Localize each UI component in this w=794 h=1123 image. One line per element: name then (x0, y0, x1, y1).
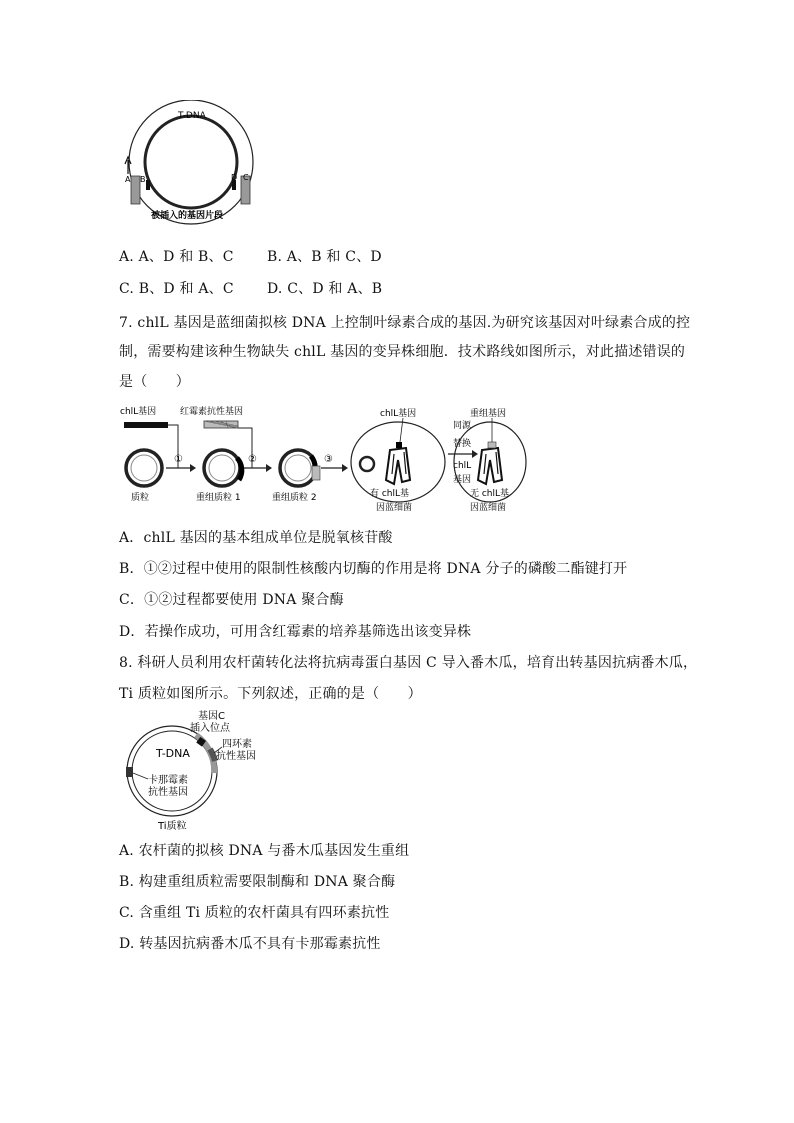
q7-step-3: ③ (324, 454, 333, 465)
q7-ery-gene-label: 红霉素抗性基因 (180, 407, 244, 417)
q7-option-b: B．①②过程中使用的限制性核酸内切酶的作用是将 DNA 分子的磷酸二酯键打开 (119, 561, 628, 577)
q6-plasmid-diagram (118, 100, 264, 228)
q6-inner-ring (145, 116, 237, 208)
q7-arrow-swap-icon (472, 450, 478, 458)
q6-label-d: D (231, 173, 238, 182)
q7-option-d: D．若操作成功，可用含红霉素的培养基筛选出该变异株 (119, 624, 472, 640)
q8-gene-c-label: 基因C (198, 711, 225, 722)
q7-recomb2-label: 重组质粒 2 (272, 493, 317, 503)
q8-option-d: D. 转基因抗病番木瓜不具有卡那霉素抗性 (119, 936, 381, 952)
q7-cell1-name-2: 因蓝细菌 (376, 503, 413, 513)
q7-swap-2: 替换 (453, 439, 472, 449)
q7-recomb1-label: 重组质粒 1 (196, 493, 241, 503)
q7-swap-3: chlL (453, 461, 472, 471)
q8-insert-site-label: 插入位点 (190, 723, 230, 734)
q6-mark-b (146, 180, 150, 190)
q8-stem-line-1: 8. 科研人员利用农杆菌转化法将抗病毒蛋白基因 C 导入番木瓜，培育出转基因抗病番木瓜， (119, 655, 698, 671)
q7-option-c: C．①②过程都要使用 DNA 聚合酶 (119, 592, 344, 608)
q7-step-2: ② (248, 454, 257, 465)
q6-label-a: A (125, 175, 131, 184)
q7-cell2-name-1: 无 chlL基 (470, 489, 510, 499)
q8-kan-mark (126, 767, 133, 777)
q7-arrow-2-icon (266, 464, 272, 472)
q7-option-a: A．chlL 基因的基本组成单位是脱氧核苷酸 (119, 530, 393, 546)
q7-cell2-name-2: 因蓝细菌 (470, 503, 507, 513)
q7-arrow-1-icon (190, 464, 196, 472)
q6-option-b: B. A、B 和 C、D (267, 249, 382, 265)
q7-cell1-name-1: 有 chlL基 (370, 489, 410, 499)
q6-option-d: D. C、D 和 A、B (267, 281, 383, 297)
q8-tdna-label: T-DNA (156, 747, 190, 760)
q6-option-a: A. A、D 和 B、C (119, 249, 234, 265)
q7-stem-line-2: 制，需要构建该种生物缺失 chlL 基因的变异株细胞．技术路线如图所示，对此描述错误的 (119, 344, 686, 360)
q8-option-b: B. 构建重组质粒需要限制酶和 DNA 聚合酶 (119, 874, 396, 890)
q8-option-a: A. 农杆菌的拟核 DNA 与番木瓜基因发生重组 (119, 843, 410, 859)
q6-label-tdna: T-DNA (178, 111, 206, 121)
q7-cell2-gene-label: 重组基因 (470, 409, 507, 419)
q8-option-c: C. 含重组 Ti 质粒的农杆菌具有四环素抗性 (119, 905, 390, 921)
q7-cell1-gene-label: chlL基因 (380, 409, 417, 419)
q7-stem-line-1: 7. chlL 基因是蓝细菌拟核 DNA 上控制叶绿素合成的基因.为研究该基因对叶绿素合成的控 (119, 315, 691, 331)
q6-left-segment (131, 176, 140, 204)
q8-tet-label-1: 四环素 (222, 739, 252, 750)
q7-technique-diagram (118, 402, 530, 516)
q7-chl-gene-label: chlL基因 (120, 407, 157, 417)
q7-chl-gene-bar (124, 422, 168, 428)
q8-kan-label-1: 卡那霉素 (148, 775, 188, 786)
q6-label-c: C (243, 173, 249, 182)
q6-label-b: B (140, 175, 146, 184)
q8-ti-label: Ti质粒 (158, 821, 187, 832)
q8-stem-line-2: Ti 质粒如图所示。下列叙述，正确的是（ ） (119, 686, 422, 702)
q8-tet-label-2: 抗性基因 (216, 751, 256, 762)
q7-step-1: ① (174, 454, 183, 465)
q7-plasmid-label: 质粒 (131, 493, 150, 503)
q8-kan-label-2: 抗性基因 (148, 787, 188, 798)
q7-stem-line-3: 是（ ） (119, 374, 190, 390)
q7-swap-4: 基因 (453, 475, 472, 485)
q8-ti-plasmid-diagram (118, 709, 288, 833)
q6-option-c: C. B、D 和 A、C (119, 281, 234, 297)
q6-label-insert: 被插入的基因片段 (151, 211, 224, 221)
q7-swap-1: 同源 (453, 421, 472, 431)
q7-arrow-3-icon (342, 464, 348, 472)
